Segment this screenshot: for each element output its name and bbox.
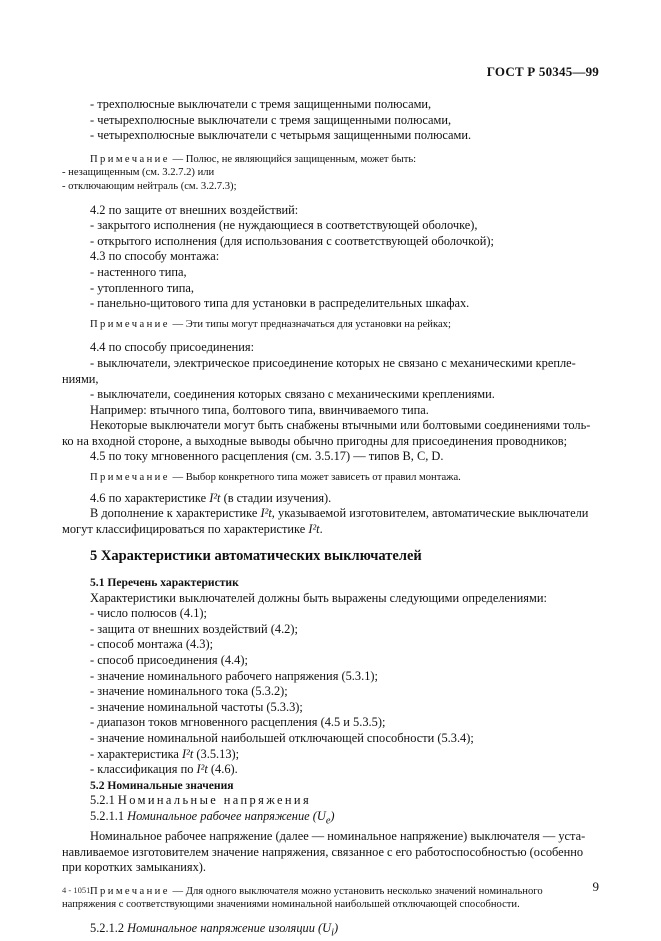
italic-title: Номинальное рабочее напряжение (U: [127, 808, 326, 823]
list-item: - диапазон токов мгновенного расцепления (4.5 и 5.3.5);: [90, 715, 386, 730]
list-item: - трехполюсные выключатели с тремя защищенными полюсами,: [90, 97, 432, 111]
example-text: Например: втычного типа, болтового типа, ввинчиваемого типа.: [90, 402, 429, 417]
text: (3.5.13);: [193, 746, 240, 761]
list-item: - значение номинального тока (5.3.2);: [90, 684, 288, 699]
text: .: [319, 521, 323, 536]
list-item: [62, 762, 599, 778]
section-4-6-title: [62, 491, 599, 507]
note-text: — Эти типы могут предназначаться для установки на рейках;: [169, 318, 451, 330]
note-poles: [62, 153, 599, 167]
list-item: - значение номинального рабочего напряжения (5.3.1);: [90, 668, 378, 683]
list-item: - четырехполюсные выключатели с четырьмя защищенными полюсами.: [90, 128, 472, 143]
list-item: - значение номинальной частоты (5.3.3);: [90, 699, 303, 714]
number: 5.2.1.2: [90, 920, 128, 935]
list-item: [62, 747, 599, 763]
text: - характеристика: [90, 746, 183, 761]
note-line: - незащищенным (см. 3.2.7.2) или: [62, 167, 215, 179]
subsection-5-2-heading: 5.2 Номинальные значения: [90, 778, 234, 792]
italic-title: ): [330, 808, 335, 823]
italic-title: Номинальное напряжение изоляции (U: [127, 920, 332, 935]
note-line: - отключающим нейтраль (см. 3.2.7.3);: [62, 180, 237, 192]
paragraph: Характеристики выключателей должны быть выражены следующими определениями:: [90, 590, 547, 605]
list-item: - защита от внешних воздействий (4.2);: [90, 621, 298, 636]
i2t-symbol: I²t: [209, 490, 221, 505]
standard-header: ГОСТ Р 50345—99: [486, 64, 599, 79]
text: В дополнение к характеристике: [90, 506, 261, 521]
section-4-5-title: 4.5 по току мгновенного расцепления (см. 3.5.17) — типов B, C, D.: [90, 449, 444, 464]
page-content: [62, 97, 599, 941]
list-item: - настенного типа,: [90, 264, 187, 279]
note-text: — Для одного выключателя можно установить несколько значений номинального напряжения с соответствующими значениями номинальной наибольшей отключающей способности.: [62, 885, 543, 911]
note-label: Примечание: [90, 885, 170, 897]
spaced-title: Номинальные напряжения: [117, 793, 312, 808]
list-item: - число полюсов (4.1);: [90, 606, 207, 621]
subsection-5-2-1-2-heading: [62, 921, 599, 941]
list-item: - утопленного типа,: [90, 280, 194, 295]
subsection-5-1-heading: 5.1 Перечень характеристик: [90, 576, 239, 590]
note-label: Примечание: [90, 318, 170, 330]
subscript: i: [331, 927, 334, 939]
section-4-3-title: 4.3 по способу монтажа:: [90, 249, 220, 264]
paragraph: [62, 506, 599, 537]
text: , указываемой изготовителем, автоматические выключатели могут классифицироваться по характеристике: [62, 506, 589, 536]
paragraph: Номинальное рабочее напряжение (далее — номинальное напряжение) выключателя — уста-навливаемое изготовителем значение напряжения, связанное с его работоспособностью (особенно при коротких замыканиях).: [62, 829, 586, 875]
page-number: 9: [592, 879, 599, 894]
italic-title: ): [333, 920, 339, 935]
paragraph: Некоторые выключатели могут быть снабжены втычными или болтовыми соединениями толь-ко на входной стороне, а выходные выводы обычно пригодны для присоединения проводников;: [62, 418, 591, 448]
subsection-5-2-1-heading: [62, 793, 599, 809]
section-4-4-title: 4.4 по способу присоединения:: [90, 340, 255, 355]
section-5-heading: 5 Характеристики автоматических выключателей: [90, 548, 422, 565]
note-text: — Выбор конкретного типа может зависеть от правил монтажа.: [169, 472, 461, 484]
list-item: - способ монтажа (4.3);: [90, 637, 214, 652]
list-item: - закрытого исполнения (не нуждающиеся в соответствующей оболочке),: [90, 218, 478, 233]
number: 5.2.1.1: [90, 808, 128, 823]
text: (4.6).: [207, 762, 238, 777]
i2t-symbol: I²t: [196, 762, 208, 777]
number: 5.2.1: [90, 793, 118, 808]
list-item: - четырехполюсные выключатели с тремя защищенными полюсами,: [90, 112, 452, 127]
text: (в стадии изучения).: [220, 490, 332, 505]
list-item: - выключатели, соединения которых связано с механическими креплениями.: [90, 387, 495, 402]
list-item: - значение номинальной наибольшей отключающей способности (5.3.4);: [90, 730, 474, 745]
subsection-5-2-1-1-heading: [62, 809, 599, 829]
note-text: — Полюс, не являющийся защищенным, может быть:: [169, 153, 417, 165]
section-4-2-title: 4.2 по защите от внешних воздействий:: [90, 202, 299, 217]
note-type: [62, 471, 599, 485]
note-voltage: [62, 885, 599, 912]
text: 4.6 по характеристике: [90, 490, 210, 505]
note-mounting: [62, 318, 599, 332]
i2t-symbol: I²t: [182, 746, 194, 761]
list-item: - выключатели, электрическое присоединение которых не связано с механическими крепле-ниями,: [62, 355, 576, 386]
i2t-symbol: I²t: [308, 521, 320, 536]
list-item: - панельно-щитового типа для установки в распределительных шкафах.: [90, 296, 470, 311]
note-label: Примечание: [90, 472, 170, 484]
i2t-symbol: I²t: [260, 506, 272, 521]
subscript: e: [325, 815, 331, 827]
list-item: - открытого исполнения (для использования с соответствующей оболочкой);: [90, 233, 494, 248]
note-label: Примечание: [90, 153, 170, 165]
list-item: - способ присоединения (4.4);: [90, 653, 248, 667]
print-code: 4 - 1051: [62, 885, 91, 895]
text: - классификация по: [90, 762, 197, 777]
